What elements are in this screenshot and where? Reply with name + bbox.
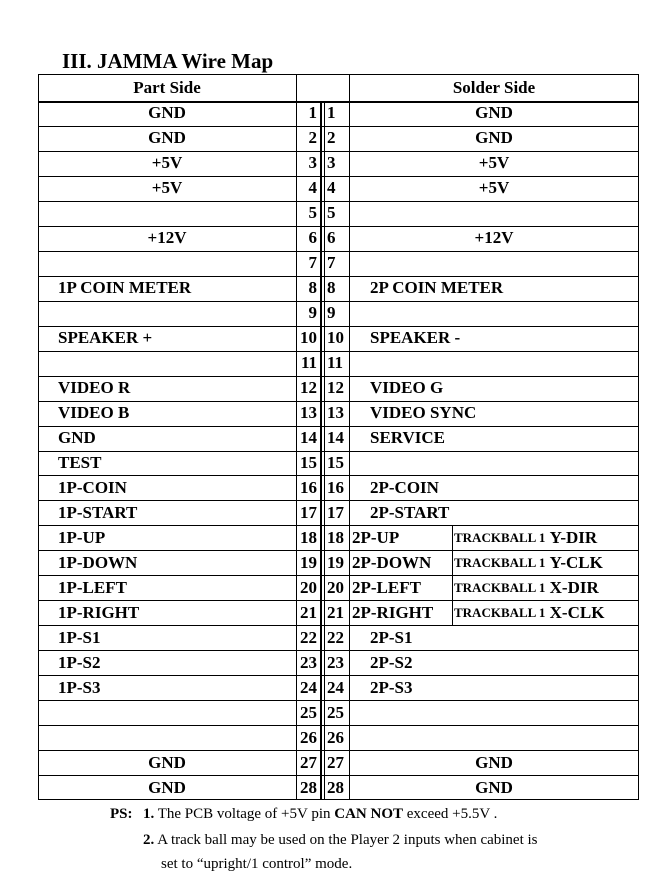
part-pin-number: 3 [308, 153, 317, 173]
part-pin-number: 21 [300, 602, 317, 622]
solder-pin-number: 7 [327, 253, 336, 273]
header-solder-side: Solder Side [452, 77, 536, 97]
solder-pin-number: 27 [327, 752, 344, 772]
note-1: 1. The PCB voltage of +5V pin CAN NOT exceed +5.5V . [143, 806, 498, 822]
solder-pin-number: 12 [327, 378, 344, 398]
trackball-prefix: TRACKBALL 1 [454, 579, 546, 595]
part-side-signal: +5V [151, 178, 183, 198]
part-side-signal: 1P-LEFT [58, 577, 127, 597]
part-pin-number: 18 [300, 527, 317, 547]
part-pin-number: 10 [300, 328, 317, 348]
solder-pin-number: 20 [327, 577, 344, 597]
header-divider-right [349, 74, 350, 101]
part-pin-number: 6 [308, 228, 317, 248]
solder-pin-number: 22 [327, 627, 344, 647]
part-pin-number: 2 [308, 128, 317, 148]
trackball-prefix: TRACKBALL 1 [454, 604, 546, 620]
part-side-signal: +5V [151, 153, 183, 173]
solder-pin-number: 6 [327, 228, 336, 248]
solder-pin-number: 25 [327, 702, 344, 722]
part-pin-number: 1 [308, 103, 317, 123]
solder-pin-number: 16 [327, 477, 344, 497]
part-side-signal: GND [58, 428, 96, 447]
solder-side-signal: 2P-UP [352, 527, 400, 547]
solder-pin-number: 13 [327, 403, 344, 423]
part-pin-number: 24 [300, 677, 317, 697]
trackball-prefix: TRACKBALL 1 [454, 554, 546, 570]
part-side-signal: 1P-UP [58, 527, 106, 547]
solder-side-signal [349, 251, 639, 276]
solder-pin-number: 26 [327, 727, 344, 747]
part-side-signal: +12V [147, 228, 187, 248]
part-pin-number: 9 [308, 303, 317, 323]
part-pin-number: 11 [300, 353, 317, 373]
solder-side-signal: VIDEO SYNC [370, 403, 477, 423]
solder-pin-number: 28 [327, 777, 344, 797]
solder-pin-number: 18 [327, 527, 344, 547]
solder-pin-number: 10 [327, 328, 344, 348]
solder-side-signal: 2P-COIN [370, 477, 439, 497]
solder-side-signal: 2P-S2 [370, 652, 413, 672]
trackball-prefix: TRACKBALL 1 [454, 529, 546, 545]
solder-side-signal: 2P-START [370, 502, 450, 522]
solder-pin-number: 3 [327, 153, 336, 173]
solder-side-signal [349, 351, 639, 376]
note-2-cont: set to “upright/1 control” mode. [161, 856, 353, 872]
solder-side-signal [349, 700, 639, 725]
part-pin-number: 28 [300, 777, 317, 797]
trackball-axis: X-CLK [549, 602, 605, 622]
note-2: 2. A track ball may be used on the Player 2 inputs when cabinet is [143, 832, 538, 848]
trackball-axis: Y-CLK [549, 552, 603, 572]
solder-side-signal: GND [475, 103, 513, 123]
part-pin-number: 25 [300, 702, 317, 722]
part-pin-number: 7 [308, 253, 317, 273]
solder-pin-number: 8 [327, 278, 336, 298]
part-pin-number: 14 [300, 428, 317, 447]
part-pin-number: 17 [300, 502, 317, 522]
trackball-axis: X-DIR [549, 577, 599, 597]
part-pin-number: 5 [308, 203, 317, 223]
header-part-side: Part Side [133, 77, 201, 97]
solder-side-signal: SPEAKER - [370, 328, 461, 348]
part-pin-number: 27 [300, 752, 317, 772]
part-side-signal: GND [148, 103, 186, 123]
part-pin-number: 16 [300, 477, 317, 497]
solder-pin-number: 23 [327, 652, 344, 672]
part-pin-number: 20 [300, 577, 317, 597]
solder-pin-number: 19 [327, 552, 344, 572]
part-side-signal: 1P-DOWN [58, 552, 138, 572]
solder-side-signal: 2P-RIGHT [352, 602, 434, 622]
part-side-signal: TEST [58, 452, 102, 472]
solder-side-signal: SERVICE [370, 428, 445, 447]
part-side-signal: 1P-RIGHT [58, 602, 140, 622]
trackball-label [452, 575, 639, 600]
solder-side-signal: +5V [478, 178, 510, 198]
solder-side-signal: 2P COIN METER [370, 278, 504, 298]
part-side-signal: GND [148, 777, 186, 797]
solder-side-signal [349, 301, 639, 326]
trackball-label [452, 550, 639, 575]
part-side-signal: GND [148, 128, 186, 148]
part-pin-number: 12 [300, 378, 317, 398]
part-pin-number: 22 [300, 627, 317, 647]
ps-label: PS: [110, 806, 133, 822]
solder-pin-number: 4 [327, 178, 336, 198]
solder-side-signal [349, 451, 639, 476]
solder-side-signal: 2P-S1 [370, 627, 413, 647]
part-side-signal: GND [148, 752, 186, 772]
solder-side-signal: 2P-S3 [370, 677, 413, 697]
solder-pin-number: 1 [327, 103, 336, 123]
solder-side-signal: +5V [478, 153, 510, 173]
part-side-signal [38, 700, 296, 725]
part-pin-number: 13 [300, 403, 317, 423]
solder-pin-number: 24 [327, 677, 344, 697]
part-pin-number: 19 [300, 552, 317, 572]
solder-pin-number: 2 [327, 128, 336, 148]
part-side-signal [38, 301, 296, 326]
part-side-signal: 1P-START [58, 502, 138, 522]
header-divider-left [296, 74, 297, 101]
part-side-signal: 1P-COIN [58, 477, 127, 497]
part-pin-number: 23 [300, 652, 317, 672]
part-pin-number: 4 [308, 178, 317, 198]
trackball-label [452, 600, 639, 625]
part-side-signal: 1P COIN METER [58, 278, 192, 298]
solder-side-signal: +12V [474, 228, 514, 248]
solder-side-signal: GND [475, 752, 513, 772]
solder-pin-number: 15 [327, 452, 344, 472]
solder-side-signal: 2P-LEFT [352, 577, 421, 597]
solder-pin-number: 14 [327, 428, 344, 447]
solder-pin-number: 5 [327, 203, 336, 223]
solder-side-signal: 2P-DOWN [352, 552, 432, 572]
part-side-signal: SPEAKER + [58, 328, 153, 348]
part-pin-number: 26 [300, 727, 317, 747]
solder-pin-number: 17 [327, 502, 344, 522]
part-pin-number: 15 [300, 452, 317, 472]
part-side-signal: 1P-S2 [58, 652, 101, 672]
page-title: III. JAMMA Wire Map [62, 49, 274, 73]
part-side-signal: VIDEO B [58, 403, 130, 423]
solder-side-signal: GND [475, 128, 513, 148]
part-side-signal [38, 251, 296, 276]
solder-pin-number: 9 [327, 303, 336, 323]
part-side-signal [38, 351, 296, 376]
solder-side-signal: GND [475, 777, 513, 797]
part-side-signal: VIDEO R [58, 378, 131, 398]
part-side-signal: 1P-S1 [58, 627, 101, 647]
solder-side-signal: VIDEO G [370, 378, 444, 398]
part-pin-number: 8 [308, 278, 317, 298]
part-side-signal [38, 201, 296, 226]
trackball-label [452, 525, 639, 550]
solder-pin-number: 11 [327, 353, 344, 373]
solder-side-signal [349, 725, 639, 750]
solder-side-signal [349, 201, 639, 226]
solder-pin-number: 21 [327, 602, 344, 622]
part-side-signal: 1P-S3 [58, 677, 101, 697]
trackball-axis: Y-DIR [549, 527, 598, 547]
part-side-signal [38, 725, 296, 750]
